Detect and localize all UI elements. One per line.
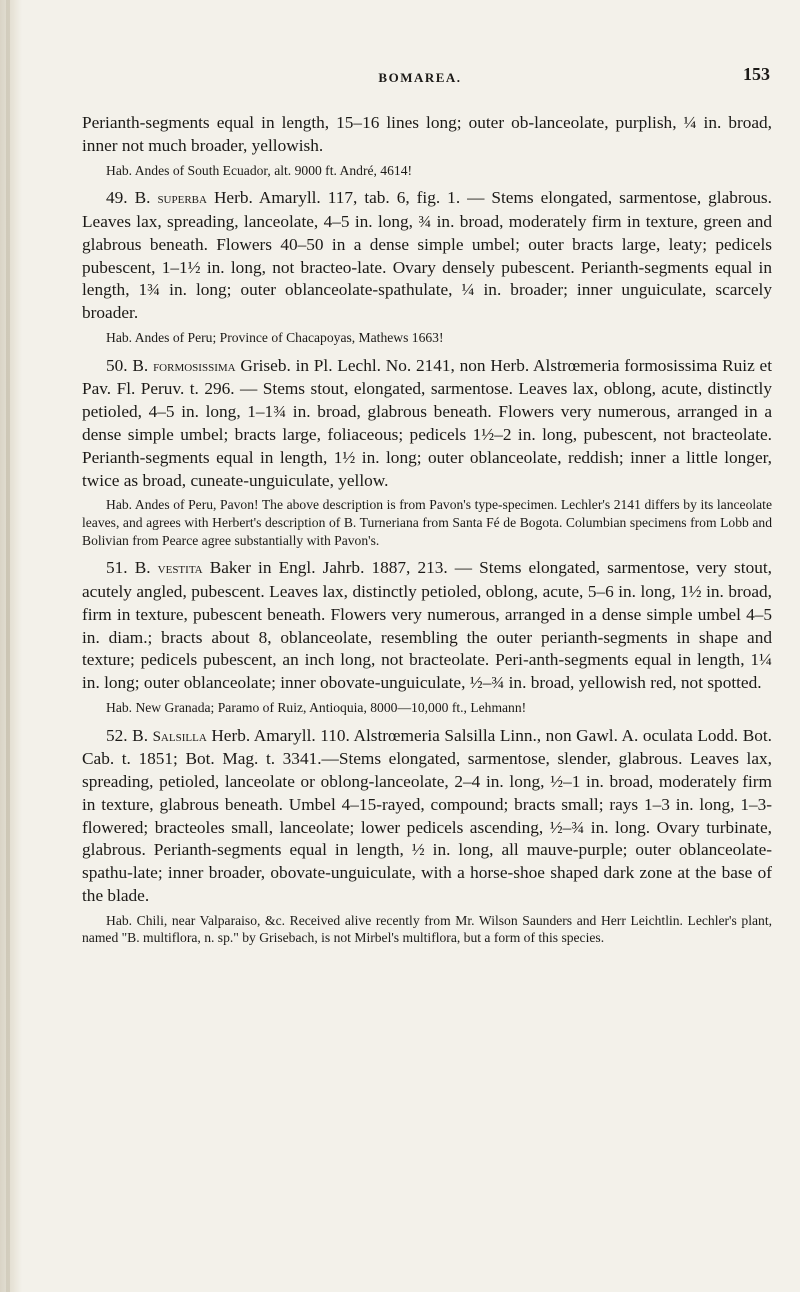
genus: B. <box>132 355 149 375</box>
entry-51 <box>82 557 772 695</box>
entry-49 <box>82 187 772 325</box>
species-name: vestita <box>157 561 203 578</box>
entry-50 <box>82 355 772 493</box>
entry-text: Griseb. in Pl. Lechl. No. 2141, non Herb. Alstrœmeria formosissima Ruiz et Pav. Fl. Peruv. t. 296. — Stems stout, elongated, sarmentose. Leaves lax, oblong, acute, distinctly petioled, 4–5 in. long, 1–1¾ in. broad, glabrous beneath. Flowers very numerous, arranged in a dense simple umbel; bracts large, foliaceous; pedicels 1½–2 in. long, pubescent, not bracteolate. Perianth-segments equal in length, 1½ in. long; outer oblanceolate, reddish; inner a little longer, twice as broad, cuneate-unguiculate, yellow. <box>82 355 773 490</box>
genus: B. <box>134 558 151 578</box>
entry-51-hab: Hab. New Granada; Paramo of Ruiz, Antioquia, 8000—10,000 ft., Lehmann! <box>106 699 527 715</box>
page-number: 153 <box>743 64 770 84</box>
entry-49-hab: Hab. Andes of Peru; Province of Chacapoyas, Mathews 1663! <box>106 329 444 345</box>
page-header <box>70 64 770 92</box>
species-name: Salsilla <box>152 728 207 745</box>
entry-continuation-hab: Hab. Andes of South Ecuador, alt. 9000 ft. André, 4614! <box>106 162 413 178</box>
entry-number: 49. <box>106 188 128 208</box>
entry-text: Herb. Amaryll. 110. Alstrœmeria Salsilla Linn., non Gawl. A. oculata Lodd. Bot. Cab. t. 1851; Bot. Mag. t. 3341.—Stems elongated, sarmentose, slender, glabrous. Leaves lax, spreading, petioled, lanceolate or oblong-lanceolate, 2–4 in. long, ½–1 in. broad, moderately firm in texture, glabrous beneath. Umbel 4–15-rayed, compound; bracts small; rays 1–3 in. long, 1–3-flowered; bracteoles small, lanceolate; lower pedicels ascending, ½–¾ in. long. Ovary turbinate, glabrous. Perianth-segments equal in length, ½ in. long, all mauve-purple; outer oblanceolate-spathu-late; inner broader, obovate-unguiculate, with a horse-shoe shaped dark zone at the base of the blade. <box>82 725 772 906</box>
entry-number: 51. <box>106 558 128 578</box>
genus: B. <box>134 188 151 208</box>
species-name: formosissima <box>153 358 236 375</box>
entry-52-hab: Hab. Chili, near Valparaiso, &c. Received alive recently from Mr. Wilson Saunders and Herr Leichtlin. Lechler's plant, named "B. multiflora, n. sp." by Grisebach, is not Mirbel's multiflora, but a form of this species. <box>82 912 772 946</box>
entry-continuation-body: Perianth-segments equal in length, 15–16 lines long; outer ob-lanceolate, purplish, ¼ in. broad, inner not much broader, yellowish. <box>82 113 772 155</box>
genus: B. <box>132 725 149 745</box>
species-name: superba <box>157 191 207 208</box>
running-head: BOMAREA. <box>378 70 462 85</box>
text-block <box>82 112 772 955</box>
entry-number: 52. <box>106 725 128 745</box>
entry-52 <box>82 725 772 908</box>
entry-text: Herb. Amaryll. 117, tab. 6, fig. 1. — Stems elongated, sarmentose, glabrous. Leaves lax, spreading, lanceolate, 4–5 in. long, ¾ in. broad, moderately firm in texture, green and glabrous beneath. Flowers 40–50 in a dense simple umbel; outer bracts large, leaty; pedicels pubescent, 1–1½ in. long, not bracteo-late. Ovary densely pubescent. Perianth-segments equal in length, 1¾ in. long; outer oblanceolate-spathulate, ¼ in. broader; inner unguiculate, scarcely broader. <box>82 188 772 323</box>
entry-number: 50. <box>106 355 128 375</box>
page-edge <box>0 0 22 1292</box>
binding-shadow <box>6 0 10 1292</box>
entry-text: Baker in Engl. Jahrb. 1887, 213. — Stems elongated, sarmentose, very stout, acutely angled, pubescent. Leaves lax, distinctly petioled, oblong, acute, 5–6 in. long, 1½ in. broad, firm in texture, pubescent beneath. Flowers very numerous, arranged in a dense simple umbel 4–5 in. diam.; bracts about 8, oblanceolate, resembling the outer perianth-segments in shape and texture; pedicels pubescent, an inch long, not bracteolate. Peri-anth-segments equal in length, 1¼ in. long; outer oblanceolate; inner obovate-unguiculate, ½–¾ in. broad, yellowish red, not spotted. <box>82 558 772 693</box>
entry-50-hab: Hab. Andes of Peru, Pavon! The above description is from Pavon's type-specimen. Lechler's 2141 differs by its lanceolate leaves, and agrees with Herbert's description of B. Turneriana from Santa Fé de Bogota. Columbian specimens from Lobb and Bolivian from Pearce agree substantially with Pavon's. <box>82 497 772 548</box>
